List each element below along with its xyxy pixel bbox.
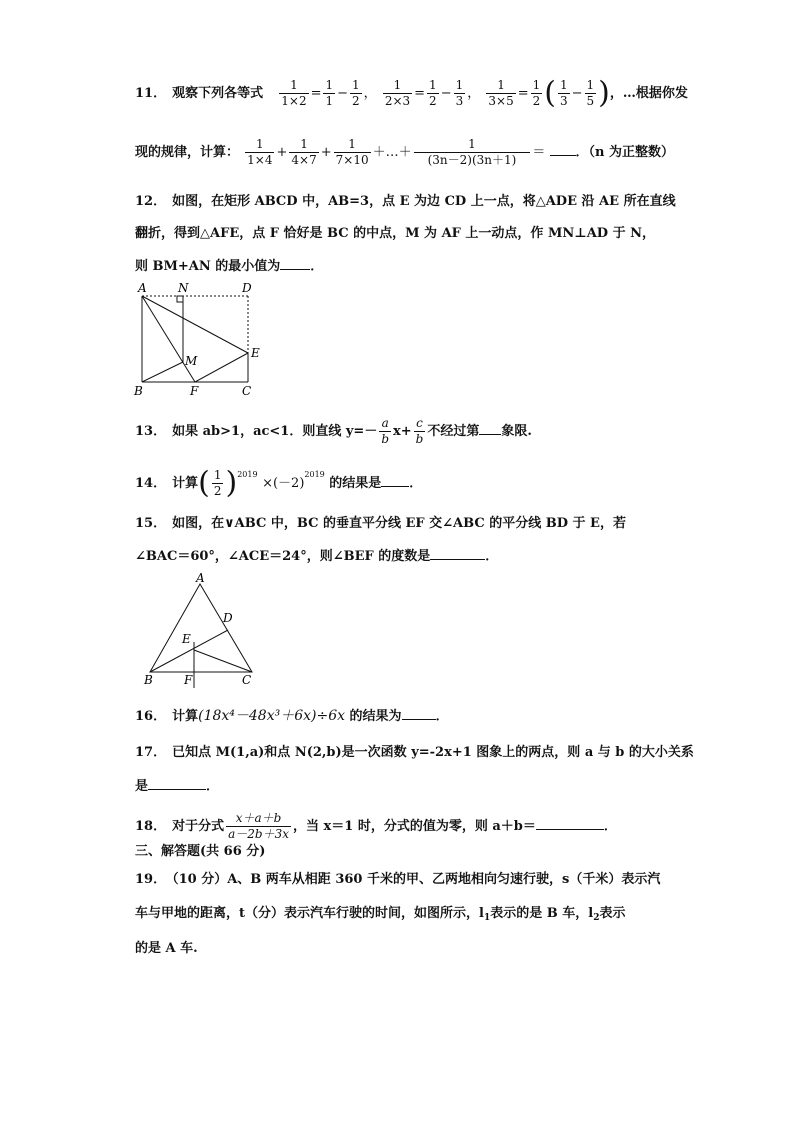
q11-sum-term-n: $\frac{1}{(3n-2)(3n+1)}$ bbox=[414, 137, 531, 168]
q18-pre: 对于分式 bbox=[172, 819, 225, 834]
q12-line-fe bbox=[195, 353, 248, 382]
q11-eq3-coef: $\frac{1}{2}$ bbox=[532, 78, 541, 108]
q18-end: ． bbox=[603, 819, 617, 834]
q16-expression: (18x⁴－48x³＋6x)÷6x bbox=[198, 708, 346, 724]
q16-number: 16． bbox=[135, 709, 167, 724]
q12-right-angle-mark bbox=[177, 296, 183, 302]
q11-line2-prefix: 现的规律，计算： bbox=[135, 145, 240, 160]
q13-number: 13． bbox=[135, 424, 167, 439]
q15-line2 bbox=[135, 547, 498, 565]
q13-post: 不经过第 bbox=[427, 424, 480, 439]
q11-eq3-r2: $\frac{1}{5}$ bbox=[586, 78, 595, 108]
q12-line3 bbox=[135, 257, 323, 275]
q12-line-bm bbox=[142, 362, 183, 382]
q11-sum-term1: $\frac{1}{1\times 4}$ bbox=[247, 137, 273, 167]
q11-eq3-lhs: $\frac{1}{3\times 5}$ bbox=[488, 78, 514, 108]
q12-text3: 则 BM+AN 的最小值为 bbox=[135, 259, 281, 274]
q12-label-m: M bbox=[185, 354, 198, 368]
q14-exp1: 2019 bbox=[237, 470, 258, 479]
q14-end: ． bbox=[409, 476, 423, 491]
q15-line-ec bbox=[194, 650, 252, 672]
q19-sub1: 1 bbox=[483, 913, 491, 923]
q15-label-f: F bbox=[184, 673, 193, 687]
q11-eq1-r1: $\frac{1}{1}$ bbox=[325, 78, 334, 108]
q18-fraction: $\frac{x+a+b}{a-2b+3x}$ bbox=[228, 811, 289, 841]
q17-text1: 已知点 M(1,a)和点 N(2,b)是一次函数 y=-2x+1 图象上的两点，则 a 与 b 的大小关系 bbox=[172, 745, 694, 760]
q17-text2: 是 bbox=[135, 779, 149, 794]
q11-sum-term3: $\frac{1}{7\times 10}$ bbox=[335, 137, 369, 167]
q12-label-n: N bbox=[178, 281, 189, 295]
q17-line2 bbox=[135, 777, 219, 795]
q12-number: 12． bbox=[135, 194, 167, 209]
q14-frac: $\frac{1}{2}$ bbox=[213, 468, 222, 498]
q11-eq3-r1: $\frac{1}{3}$ bbox=[559, 78, 568, 108]
q15-end: ． bbox=[485, 549, 499, 564]
q19-text1: （10 分）A、B 两车从相距 360 千米的甲、乙两地相向匀速行驶，s（千米）表示汽 bbox=[172, 872, 661, 887]
q18-mid: ，当 x＝1 时，分式的值为零，则 a＋b＝ bbox=[292, 819, 536, 834]
q15-answer-blank bbox=[430, 547, 485, 560]
q13-line bbox=[135, 416, 532, 447]
q11-line2: 现的规律，计算： $\frac{1}{1\times 4}$ + $\frac{1}{4\times 7}$ + $\frac{1}{7\times 10}$ ＋…＋ $\frac{1}{(3n-2)(3n+1)}$ ＝ ．（n 为正整数） bbox=[135, 137, 674, 167]
q15-text2: ∠BAC＝60°，∠ACE＝24°，则∠BEF 的度数是 bbox=[135, 549, 431, 564]
q15-triangle-figure bbox=[138, 570, 266, 688]
q11-note: ．（n 为正整数） bbox=[575, 145, 674, 160]
q18-line bbox=[135, 811, 617, 842]
q14-exp2: 2019 bbox=[304, 470, 325, 479]
q14-pre: 计算 bbox=[172, 476, 199, 491]
q15-label-d: D bbox=[223, 611, 233, 625]
q17-number: 17． bbox=[135, 745, 167, 760]
q13-end: 象限. bbox=[501, 424, 532, 439]
q14-line: 14． 计算( $\frac{1}{2}$ )$^{2019} \times(-2)^{2019}$ 的结果是 ． bbox=[135, 465, 423, 501]
q12-label-e: E bbox=[251, 346, 260, 360]
q12-end: ． bbox=[310, 259, 324, 274]
q12-label-c: C bbox=[242, 384, 252, 398]
q14-number: 14． bbox=[135, 476, 167, 491]
q13-frac-cb: $\frac{c}{b}$ bbox=[415, 416, 424, 446]
q12-text1: 如图，在矩形 ABCD 中，AB=3，点 E 为边 CD 上一点，将△ADE 沿 AE 所在直线 bbox=[172, 194, 676, 209]
q19-text2b: 表示的是 B 车，l bbox=[490, 906, 594, 921]
q15-number: 15． bbox=[135, 516, 167, 531]
q12-line-ae bbox=[142, 296, 248, 353]
q14-answer-blank bbox=[381, 474, 409, 487]
q19-sub2: 2 bbox=[593, 913, 600, 923]
q17-line1 bbox=[135, 745, 694, 761]
q16-post: 的结果为 bbox=[349, 709, 402, 724]
q18-answer-blank bbox=[536, 817, 604, 830]
q11-number: 11． bbox=[135, 86, 167, 101]
q19-number: 19． bbox=[135, 872, 167, 887]
q19-text2a: 车与甲地的距离，t（分）表示汽车行驶的时间，如图所示，l bbox=[135, 906, 484, 921]
q11-equals: ＝ bbox=[532, 145, 546, 160]
q11-eq2-r2: $\frac{1}{3}$ bbox=[455, 78, 464, 108]
q14-times: ×(－2) bbox=[262, 476, 305, 491]
q12-label-f: F bbox=[190, 384, 199, 398]
q13-frac-ab: $\frac{a}{b}$ bbox=[381, 416, 390, 446]
q11-eq2-lhs: $\frac{1}{2\times 3}$ bbox=[384, 78, 411, 108]
q19-line2 bbox=[135, 906, 625, 926]
q19-text2c: 表示 bbox=[599, 906, 626, 921]
q11-eq2-r1: $\frac{1}{2}$ bbox=[429, 78, 437, 108]
q16-pre: 计算 bbox=[172, 709, 199, 724]
q19-line1 bbox=[135, 872, 660, 888]
q19-line3: 的是 A 车. bbox=[135, 941, 198, 956]
q12-line2: 翻折，得到△AFE，点 F 恰好是 BC 的中点，M 为 AF 上一动点，作 MN⊥AD 于 N， bbox=[135, 226, 655, 241]
q13-mid: x+ bbox=[393, 424, 412, 439]
q12-label-d: D bbox=[242, 281, 252, 295]
q12-rectangle-figure bbox=[130, 278, 270, 400]
q11-line1: 11． 观察下列各等式 $\frac{1}{1\times 2}$ = $\frac{1}{1}$ − $\frac{1}{2}$ ， $\frac{1}{2\times 3}$ = $\frac{1}{2}$ − $\frac{1}{3}$ ， $\frac{1}{3\times 5}$ = $\frac{1}{2}$ ( $\frac{1}{3}$ − $\frac{1}{5}$ )，…根据你发 bbox=[135, 75, 688, 111]
q15-label-b: B bbox=[144, 673, 153, 687]
q13-pre: 如果 ab>1，ac<1．则直线 y=－ bbox=[172, 424, 378, 439]
q12-label-b: B bbox=[134, 384, 143, 398]
q14-post: 的结果是 bbox=[329, 476, 382, 491]
q12-line1 bbox=[135, 194, 676, 210]
section-heading: 三、解答题(共 66 分) bbox=[135, 844, 266, 859]
q15-label-c: C bbox=[242, 673, 252, 687]
q18-number: 18． bbox=[135, 819, 167, 834]
q11-tail: ，…根据你发 bbox=[609, 86, 688, 101]
q11-ellipsis: ＋…＋ bbox=[372, 145, 412, 160]
q11-sum-term2: $\frac{1}{4\times 7}$ bbox=[291, 137, 317, 167]
q11-label: 观察下列各等式 bbox=[172, 86, 264, 101]
q17-end: ． bbox=[206, 779, 220, 794]
q16-line bbox=[135, 707, 449, 725]
q13-answer-blank bbox=[479, 422, 501, 435]
q15-text1: 如图，在∨ABC 中，BC 的垂直平分线 EF 交∠ABC 的平分线 BD 于 E，若 bbox=[172, 516, 626, 531]
q15-triangle-abc bbox=[150, 584, 252, 672]
q16-answer-blank bbox=[402, 707, 436, 720]
q11-answer-blank bbox=[550, 143, 576, 156]
q16-end: ． bbox=[435, 709, 449, 724]
q15-label-e: E bbox=[182, 632, 191, 646]
q12-answer-blank bbox=[280, 257, 310, 270]
q15-label-a: A bbox=[196, 571, 205, 585]
q17-answer-blank bbox=[148, 777, 206, 790]
q11-eq1-r2: $\frac{1}{2}$ bbox=[352, 78, 360, 108]
q11-eq1-lhs: $\frac{1}{1\times 2}$ bbox=[281, 78, 307, 108]
q12-label-a: A bbox=[138, 281, 147, 295]
q15-line1 bbox=[135, 516, 626, 532]
